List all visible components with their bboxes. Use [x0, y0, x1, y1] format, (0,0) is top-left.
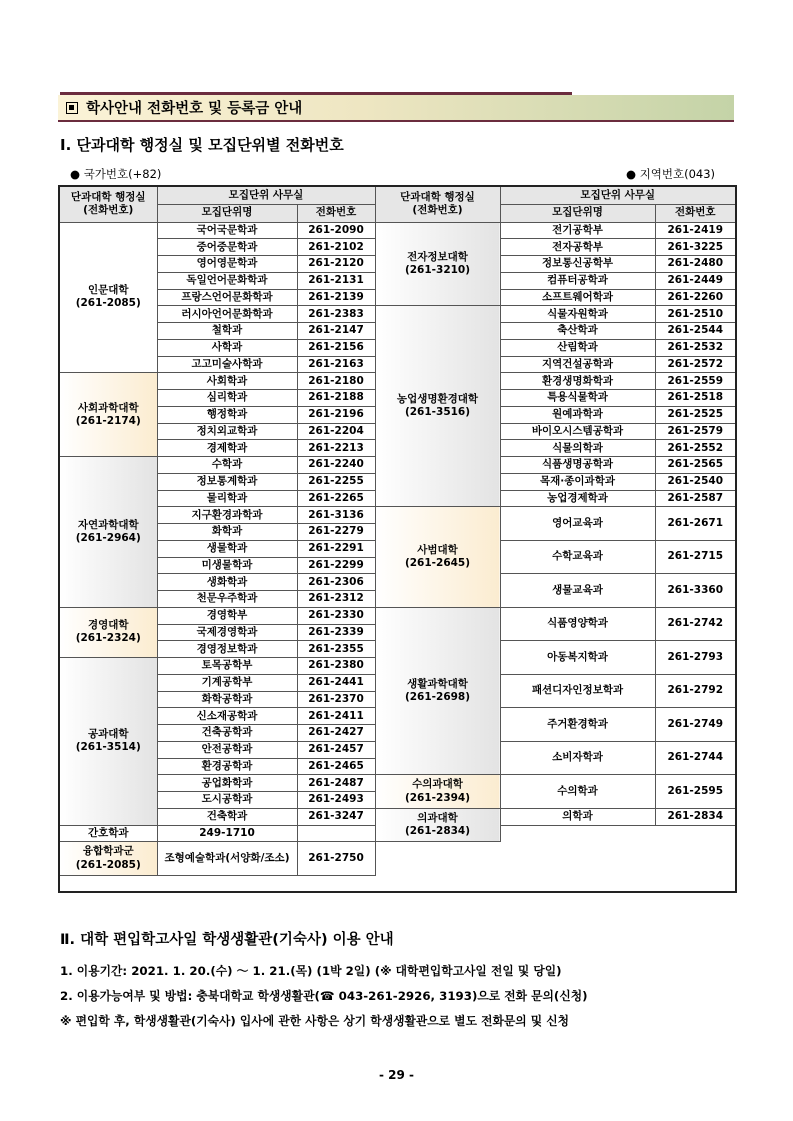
college-name: 인문대학: [87, 284, 129, 297]
unit-phone-right: 261-2260: [655, 289, 736, 306]
table-row: [59, 222, 736, 239]
section-header: [58, 95, 734, 122]
unit-name-right: 소프트웨어학과: [500, 289, 655, 306]
unit-phone-right: 261-2532: [655, 339, 736, 356]
unit-name: 건축학과: [157, 808, 297, 825]
college-phone: (261-2085): [75, 858, 141, 871]
college-phone: (261-2834): [404, 825, 471, 837]
unit-name: 경영학부: [157, 607, 297, 624]
college-cell-right: [375, 808, 500, 842]
unit-phone-right: 261-2559: [655, 373, 736, 390]
college-phone: (261-2085): [75, 297, 141, 310]
unit-name: 화학공학과: [157, 691, 297, 708]
unit-phone: 261-2120: [297, 256, 375, 273]
unit-name: 국제경영학과: [157, 624, 297, 641]
unit-name-right: 환경생명화학과: [500, 373, 655, 390]
unit-name: 미생물학과: [157, 557, 297, 574]
unit-phone: 261-2380: [297, 658, 375, 675]
header-college-phone: (전화번호): [83, 204, 134, 217]
unit-name: 고고미술사학과: [157, 356, 297, 373]
college-phone: (261-2645): [404, 557, 471, 569]
college-cell-right: [375, 306, 500, 507]
area-code: ● 지역번호(043): [626, 167, 716, 181]
unit-phone: 261-2156: [297, 339, 375, 356]
header-college-label: 단과대학 행정실: [400, 191, 475, 204]
unit-phone: 261-2383: [297, 306, 375, 323]
table-row: [59, 775, 736, 792]
unit-phone-right: 261-2525: [655, 406, 736, 423]
unit-name: 사회학과: [157, 373, 297, 390]
page-number: - 29 -: [378, 1068, 414, 1082]
unit-phone-right: 261-3360: [655, 574, 736, 608]
unit-phone-right: 261-3225: [655, 239, 736, 256]
unit-name: 안전공학과: [157, 741, 297, 758]
unit-name: 프랑스언어문화학과: [157, 289, 297, 306]
unit-phone: 261-2493: [297, 792, 375, 809]
college-cell-right: [375, 775, 500, 809]
unit-phone-right: 261-2793: [655, 641, 736, 675]
unit-name-right: 주거환경학과: [500, 708, 655, 742]
unit-name-right: 수의학과: [500, 775, 655, 809]
unit-phone: 261-3136: [297, 507, 375, 524]
unit-phone-right: 261-2480: [655, 256, 736, 273]
table-row: [59, 842, 736, 859]
unit-name: 생물학과: [157, 540, 297, 557]
college-cell-right: [375, 607, 500, 775]
college-phone: (261-2964): [75, 531, 141, 544]
college-name: 자연과학대학: [77, 518, 139, 531]
header-phone-right: 전화번호: [655, 204, 736, 222]
college-name: 사회과학대학: [77, 401, 139, 414]
college-cell-right: [375, 222, 500, 306]
unit-name: 경제학과: [157, 440, 297, 457]
table-row: [59, 507, 736, 524]
unit-name: 천문우주학과: [157, 591, 297, 608]
notice-line-3: ※ 편입학 후, 학생생활관(기숙사) 입사에 관한 사항은 상기 학생생활관으로 별도 전화문의 및 신청: [60, 1014, 570, 1028]
section1-title: Ⅰ. 단과대학 행정실 및 모집단위별 전화번호: [60, 136, 344, 154]
unit-name-right: 전기공학부: [500, 222, 655, 239]
unit-name-right: 지역건설공학과: [500, 356, 655, 373]
unit-name: 건축공학과: [157, 725, 297, 742]
unit-phone-right: 261-2552: [655, 440, 736, 457]
header-phone: 전화번호: [297, 204, 375, 222]
unit-name: 철학과: [157, 323, 297, 340]
unit-name-right: 전자공학부: [500, 239, 655, 256]
unit-phone: 261-2196: [297, 406, 375, 423]
unit-phone: 261-3247: [297, 808, 375, 825]
college-cell: [59, 373, 157, 457]
unit-phone: 261-2279: [297, 524, 375, 541]
unit-phone-right: 261-2715: [655, 540, 736, 574]
header-unit-office: 모집단위 사무실: [157, 186, 375, 204]
unit-name-right: 식품생명공학과: [500, 457, 655, 474]
table-row: [59, 607, 736, 624]
unit-name: 환경공학과: [157, 758, 297, 775]
unit-phone: 261-2427: [297, 725, 375, 742]
unit-phone-right: 261-2510: [655, 306, 736, 323]
college-phone: (261-2174): [75, 414, 141, 427]
unit-phone: 261-2339: [297, 624, 375, 641]
unit-phone-right: 261-2565: [655, 457, 736, 474]
unit-name-right: 농업경제학과: [500, 490, 655, 507]
notice-line-2: 2. 이용가능여부 및 방법: 충북대학교 학생생활관(☎ 043-261-2926, 3193)으로 전화 문의(신청): [60, 989, 588, 1003]
college-cell: [59, 658, 157, 826]
unit-phone-right: 261-2749: [655, 708, 736, 742]
unit-phone-right: 261-2595: [655, 775, 736, 809]
unit-name-right: 목재·종이과학과: [500, 473, 655, 490]
college-phone: (261-2394): [404, 791, 471, 804]
unit-name: 도시공학과: [157, 792, 297, 809]
unit-name: 사학과: [157, 339, 297, 356]
unit-phone-right: 261-2742: [655, 607, 736, 641]
unit-name-right: 생물교육과: [500, 574, 655, 608]
unit-phone: 261-2312: [297, 591, 375, 608]
unit-phone-right: 261-2744: [655, 741, 736, 775]
unit-phone: 261-2411: [297, 708, 375, 725]
unit-name-right: 수학교육과: [500, 540, 655, 574]
unit-phone-right: 261-2544: [655, 323, 736, 340]
table-row: [59, 306, 736, 323]
section-title: 학사안내 전화번호 및 등록금 안내: [86, 101, 303, 117]
unit-phone: 261-2204: [297, 423, 375, 440]
college-name: 경영대학: [87, 619, 129, 632]
unit-name-right: 간호학과: [59, 825, 157, 842]
college-cell-right: [375, 507, 500, 608]
unit-name-right: 바이오시스템공학과: [500, 423, 655, 440]
unit-name: 기계공학부: [157, 674, 297, 691]
college-name: 생활과학대학: [407, 677, 468, 690]
college-name: 농업생명환경대학: [396, 393, 479, 406]
college-name: 수의과대학: [412, 778, 463, 791]
unit-name-right: 아동복지학과: [500, 641, 655, 675]
unit-name-right: 식물의학과: [500, 440, 655, 457]
header-college-office: [59, 186, 157, 222]
unit-name: 경영정보학과: [157, 641, 297, 658]
unit-name: 영어영문학과: [157, 256, 297, 273]
unit-phone: 261-2188: [297, 390, 375, 407]
unit-name: 국어국문학과: [157, 222, 297, 239]
college-cell: [59, 222, 157, 373]
unit-name-right: 소비자학과: [500, 741, 655, 775]
college-name: 공과대학: [87, 728, 129, 741]
college-phone: (261-3514): [75, 741, 141, 754]
unit-phone: 261-2147: [297, 323, 375, 340]
college-phone: (261-2698): [404, 691, 471, 703]
unit-name-right: 식품영양학과: [500, 607, 655, 641]
header-unit-office-right: 모집단위 사무실: [500, 186, 736, 204]
unit-name: 토목공학부: [157, 658, 297, 675]
unit-name: 신소재공학과: [157, 708, 297, 725]
table-row: [59, 875, 736, 892]
unit-name: 화학과: [157, 524, 297, 541]
unit-name: 공업화학과: [157, 775, 297, 792]
college-phone: (261-2324): [75, 632, 141, 645]
unit-phone-right: 261-2834: [655, 808, 736, 825]
unit-name: 수학과: [157, 457, 297, 474]
unit-phone: 261-2299: [297, 557, 375, 574]
unit-name-right: 특용식물학과: [500, 390, 655, 407]
unit-name-right: 원예과학과: [500, 406, 655, 423]
phone-table: [58, 185, 737, 893]
unit-name-right: 조형예술학과(서양화/조소): [157, 842, 297, 876]
unit-name: 정보통계학과: [157, 473, 297, 490]
header-college-office-right: [375, 186, 500, 222]
unit-name: 행정학과: [157, 406, 297, 423]
phone-table-wrap: [58, 185, 735, 891]
unit-phone-right: 249-1710: [157, 825, 297, 842]
unit-name: 독일언어문화학과: [157, 272, 297, 289]
unit-name-right: 패션디자인정보학과: [500, 674, 655, 708]
unit-phone: 261-2213: [297, 440, 375, 457]
header-college-label: 단과대학 행정실: [70, 191, 146, 204]
unit-phone: 261-2306: [297, 574, 375, 591]
unit-phone: 261-2291: [297, 540, 375, 557]
college-name: 사범대학: [417, 543, 458, 556]
notice-line-1: 1. 이용기간: 2021. 1. 20.(수) ～ 1. 21.(목) (1박 2일) (※ 대학편입학고사일 전일 및 당일): [60, 964, 562, 978]
header-unit-name: 모집단위명: [157, 204, 297, 222]
unit-phone-right: 261-2572: [655, 356, 736, 373]
college-name: 전자정보대학: [407, 250, 468, 263]
unit-phone-right: 261-2579: [655, 423, 736, 440]
unit-name-right: 영어교육과: [500, 507, 655, 541]
college-cell-right: [59, 842, 157, 876]
unit-phone-right: 261-2419: [655, 222, 736, 239]
unit-phone: 261-2265: [297, 490, 375, 507]
unit-phone: 261-2240: [297, 457, 375, 474]
unit-phone: 261-2370: [297, 691, 375, 708]
college-cell: [59, 607, 157, 657]
unit-name: 지구환경과학과: [157, 507, 297, 524]
college-phone: (261-3210): [404, 263, 471, 276]
unit-name: 러시아언어문화학과: [157, 306, 297, 323]
unit-name-right: 식물자원학과: [500, 306, 655, 323]
unit-phone: 261-2102: [297, 239, 375, 256]
unit-phone-right: 261-2587: [655, 490, 736, 507]
unit-phone: 261-2457: [297, 741, 375, 758]
unit-name-right: 컴퓨터공학과: [500, 272, 655, 289]
unit-name: 중어중문학과: [157, 239, 297, 256]
unit-phone: 261-2355: [297, 641, 375, 658]
unit-phone-right: 261-2518: [655, 390, 736, 407]
unit-phone-right: 261-2750: [297, 842, 375, 876]
college-phone: (261-3516): [404, 406, 471, 419]
table-row: [59, 808, 736, 825]
unit-phone: 261-2163: [297, 356, 375, 373]
unit-phone: 261-2255: [297, 473, 375, 490]
unit-phone: 261-2441: [297, 674, 375, 691]
unit-phone: 261-2139: [297, 289, 375, 306]
section2-title: Ⅱ. 대학 편입학고사일 학생생활관(기숙사) 이용 안내: [60, 932, 394, 948]
unit-phone-right: 261-2671: [655, 507, 736, 541]
header-unit-name-right: 모집단위명: [500, 204, 655, 222]
unit-phone-right: 261-2540: [655, 473, 736, 490]
square-bullet-icon: [66, 102, 78, 114]
unit-phone: 261-2465: [297, 758, 375, 775]
unit-name: 물리학과: [157, 490, 297, 507]
unit-phone: 261-2180: [297, 373, 375, 390]
unit-phone: 261-2131: [297, 272, 375, 289]
unit-name-right: 축산학과: [500, 323, 655, 340]
unit-name: 정치외교학과: [157, 423, 297, 440]
unit-phone-right: 261-2792: [655, 674, 736, 708]
country-code: ● 국가번호(+82): [70, 167, 162, 181]
college-cell: [59, 457, 157, 608]
header-college-phone: (전화번호): [412, 204, 463, 217]
college-name: 융합학과군: [82, 845, 134, 858]
unit-name: 생화학과: [157, 574, 297, 591]
unit-name-right: 산림학과: [500, 339, 655, 356]
unit-phone: 261-2330: [297, 607, 375, 624]
unit-name-right: 의학과: [500, 808, 655, 825]
unit-phone: 261-2090: [297, 222, 375, 239]
unit-name: 심리학과: [157, 390, 297, 407]
unit-phone: 261-2487: [297, 775, 375, 792]
unit-phone-right: 261-2449: [655, 272, 736, 289]
unit-name-right: 정보통신공학부: [500, 256, 655, 273]
college-name: 의과대학: [417, 811, 458, 824]
